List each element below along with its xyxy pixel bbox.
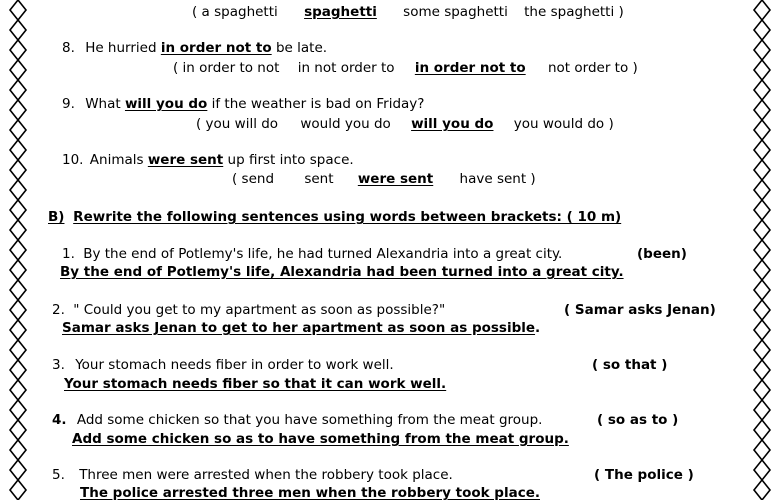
decorative-border-left bbox=[8, 0, 28, 500]
q10-option-2: sent bbox=[304, 171, 334, 187]
q8-question bbox=[62, 40, 327, 56]
q9-answer: will you do bbox=[124, 96, 208, 112]
rewrite-2-hint: ( Samar asks Jenan) bbox=[564, 302, 716, 318]
rewrite-5-answer: The police arrested three men when the robbery took place. bbox=[80, 485, 540, 501]
q7-option-1: ( a spaghetti bbox=[192, 4, 278, 20]
q10-answer: were sent bbox=[147, 152, 224, 168]
q9-number: 9. bbox=[62, 96, 75, 112]
q8-option-2: in not order to bbox=[297, 60, 395, 76]
section-b-label: B) bbox=[48, 209, 65, 225]
q7-options bbox=[192, 4, 624, 20]
rewrite-5-text: Three men were arrested when the robbery took place. bbox=[79, 467, 453, 483]
rewrite-2-number: 2. bbox=[52, 302, 65, 318]
q9-option-1: ( you will do bbox=[196, 116, 279, 132]
q8-text-before: He hurried bbox=[85, 40, 161, 56]
rewrite-5-sentence bbox=[52, 467, 453, 483]
rewrite-3-number: 3. bbox=[52, 357, 65, 373]
rewrite-1-hint: (been) bbox=[637, 246, 687, 262]
q8-option-3-correct: in order not to bbox=[414, 60, 526, 76]
rewrite-5-number: 5. bbox=[52, 467, 65, 483]
rewrite-2-answer-period: . bbox=[535, 320, 541, 336]
rewrite-4-answer: Add some chicken so as to have something from the meat group. bbox=[72, 431, 569, 447]
rewrite-2-text: " Could you get to my apartment as soon as possible?" bbox=[73, 302, 446, 318]
rewrite-2-sentence bbox=[52, 302, 445, 318]
q10-question bbox=[62, 152, 354, 168]
q8-number: 8. bbox=[62, 40, 75, 56]
section-b-heading bbox=[48, 209, 621, 225]
rewrite-1-number: 1. bbox=[62, 246, 75, 262]
rewrite-4-hint: ( so as to ) bbox=[597, 412, 679, 428]
rewrite-1-text: By the end of Potlemy's life, he had turned Alexandria into a great city. bbox=[83, 246, 563, 262]
rewrite-2-answer: Samar asks Jenan to get to her apartment as soon as possible bbox=[62, 320, 536, 336]
q7-option-3: some spaghetti bbox=[403, 4, 508, 20]
q8-options bbox=[173, 60, 638, 76]
rewrite-3-hint: ( so that ) bbox=[592, 357, 668, 373]
q9-option-3-correct: will you do bbox=[411, 116, 494, 132]
q8-text-after: be late. bbox=[271, 40, 328, 56]
q9-option-4: you would do ) bbox=[513, 116, 614, 132]
q9-text-after: if the weather is bad on Friday? bbox=[207, 96, 425, 112]
q10-text-before: Animals bbox=[89, 152, 148, 168]
q9-option-2: would you do bbox=[300, 116, 391, 132]
q10-options bbox=[232, 171, 536, 187]
q10-option-1: ( send bbox=[232, 171, 275, 187]
q9-options bbox=[196, 116, 614, 132]
q8-answer: in order not to bbox=[160, 40, 272, 56]
section-b-instruction: Rewrite the following sentences using words between brackets: ( 10 m) bbox=[73, 209, 622, 225]
rewrite-1-answer: By the end of Potlemy's life, Alexandria had been turned into a great city. bbox=[60, 264, 624, 280]
rewrite-4-number: 4. bbox=[52, 412, 67, 428]
q8-option-1: ( in order to not bbox=[173, 60, 280, 76]
rewrite-3-text: Your stomach needs fiber in order to work well. bbox=[75, 357, 394, 373]
q10-option-4: have sent ) bbox=[459, 171, 536, 187]
q10-text-after: up first into space. bbox=[223, 152, 354, 168]
q9-text-before: What bbox=[85, 96, 125, 112]
decorative-border-right bbox=[752, 0, 772, 500]
q10-option-3-correct: were sent bbox=[357, 171, 434, 187]
q7-option-4: the spaghetti ) bbox=[524, 4, 624, 20]
rewrite-2-answer-line bbox=[62, 320, 540, 336]
rewrite-4-sentence bbox=[52, 412, 542, 428]
rewrite-5-hint: ( The police ) bbox=[594, 467, 694, 483]
rewrite-3-sentence bbox=[52, 357, 394, 373]
q7-option-2-correct: spaghetti bbox=[304, 4, 377, 20]
rewrite-3-answer: Your stomach needs fiber so that it can work well. bbox=[64, 376, 447, 392]
q8-option-4: not order to ) bbox=[547, 60, 638, 76]
q9-question bbox=[62, 96, 424, 112]
rewrite-4-text: Add some chicken so that you have something from the meat group. bbox=[76, 412, 543, 428]
q10-number: 10. bbox=[62, 152, 84, 168]
rewrite-1-sentence bbox=[62, 246, 562, 262]
